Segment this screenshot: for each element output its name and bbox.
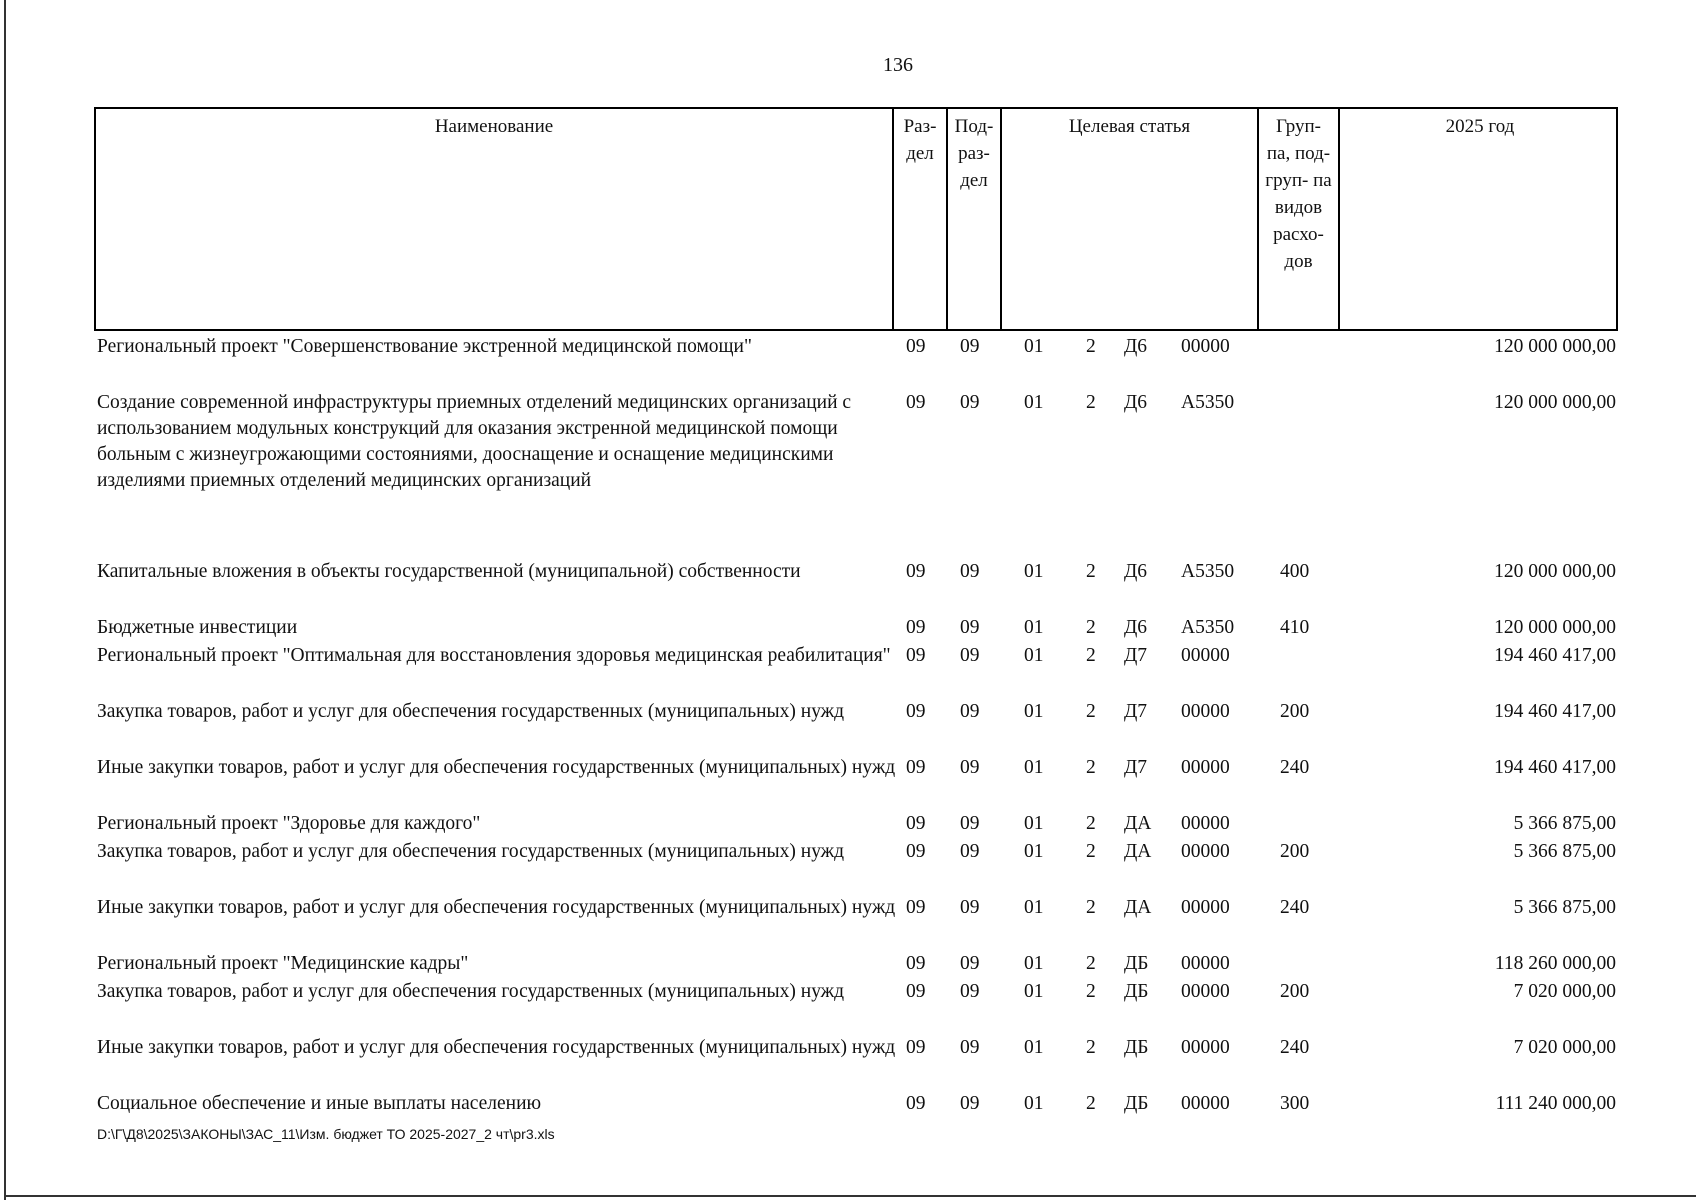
row-target-program: 01 [1024,897,1044,918]
row-amount: 7 020 000,00 [1513,1037,1616,1058]
row-name: Иные закупки товаров, работ и услуг для обеспечения государственных (муниципальных) нужд [97,897,896,918]
row-amount: 5 366 875,00 [1513,813,1616,834]
row-target-program: 01 [1024,336,1044,357]
row-target-subprogram: 2 [1086,841,1096,862]
row-razdel: 09 [906,841,926,862]
row-amount: 120 000 000,00 [1494,336,1616,357]
row-name: Закупка товаров, работ и услуг для обеспечения государственных (муниципальных) нужд [97,701,845,722]
row-name: Региональный проект "Совершенствование экстренной медицинской помощи" [97,336,752,357]
row-amount: 194 460 417,00 [1494,701,1616,722]
row-target-subprogram: 2 [1086,561,1096,582]
row-target-direction: А5350 [1181,392,1235,413]
row-podrazdel: 09 [960,841,980,862]
row-target-subprogram: 2 [1086,392,1096,413]
row-expense-group: 200 [1280,981,1310,1002]
row-razdel: 09 [906,701,926,722]
row-target-program: 01 [1024,757,1044,778]
row-target-program: 01 [1024,1037,1044,1058]
row-razdel: 09 [906,336,926,357]
row-podrazdel: 09 [960,981,980,1002]
row-target-subprogram: 2 [1086,897,1096,918]
row-expense-group: 200 [1280,701,1310,722]
row-target-subprogram: 2 [1086,336,1096,357]
row-target-subprogram: 2 [1086,1037,1096,1058]
header-target: Целевая статья [1000,109,1257,329]
row-name: Закупка товаров, работ и услуг для обеспечения государственных (муниципальных) нужд [97,841,845,862]
row-podrazdel: 09 [960,757,980,778]
row-name: Бюджетные инвестиции [97,617,298,638]
row-amount: 118 260 000,00 [1494,953,1616,974]
row-target-direction: 00000 [1181,645,1230,666]
row-target-program: 01 [1024,701,1044,722]
row-podrazdel: 09 [960,897,980,918]
row-razdel: 09 [906,813,926,834]
row-target-subprogram: 2 [1086,953,1096,974]
row-target-project: ДА [1124,897,1152,918]
page-number: 136 [883,54,913,76]
row-amount: 5 366 875,00 [1513,841,1616,862]
row-name: Социальное обеспечение и иные выплаты населению [97,1093,542,1114]
row-target-program: 01 [1024,392,1044,413]
row-target-project: ДБ [1124,1037,1149,1058]
row-target-direction: 00000 [1181,757,1230,778]
row-target-direction: 00000 [1181,1093,1230,1114]
row-target-program: 01 [1024,1093,1044,1114]
row-name: Закупка товаров, работ и услуг для обеспечения государственных (муниципальных) нужд [97,981,845,1002]
row-amount: 111 240 000,00 [1495,1093,1616,1114]
row-podrazdel: 09 [960,1093,980,1114]
header-name: Наименование [434,116,554,137]
row-target-program: 01 [1024,841,1044,862]
row-target-subprogram: 2 [1086,701,1096,722]
header-group: Груп- па, под- груп- па видов расхо- дов [1257,109,1338,329]
row-target-project: Д6 [1124,561,1148,582]
row-target-program: 01 [1024,645,1044,666]
row-razdel: 09 [906,617,926,638]
row-amount: 5 366 875,00 [1513,897,1616,918]
row-target-project: Д7 [1124,757,1148,778]
row-target-subprogram: 2 [1086,981,1096,1002]
row-podrazdel: 09 [960,953,980,974]
row-amount: 120 000 000,00 [1494,617,1616,638]
row-target-program: 01 [1024,953,1044,974]
row-amount: 194 460 417,00 [1494,645,1616,666]
row-target-project: ДА [1124,841,1152,862]
row-amount: 194 460 417,00 [1494,757,1616,778]
row-target-project: ДА [1124,813,1152,834]
row-razdel: 09 [906,392,926,413]
row-name: Региональный проект "Медицинские кадры" [97,953,469,974]
row-target-project: Д6 [1124,617,1148,638]
row-name: Региональный проект "Здоровье для каждого" [97,813,481,834]
row-target-project: ДБ [1124,953,1149,974]
row-razdel: 09 [906,1037,926,1058]
row-target-subprogram: 2 [1086,757,1096,778]
page-border-left [4,0,6,1200]
row-target-program: 01 [1024,981,1044,1002]
row-target-direction: 00000 [1181,981,1230,1002]
row-target-direction: 00000 [1181,336,1230,357]
page-border-bottom [4,1195,1696,1197]
row-razdel: 09 [906,757,926,778]
row-name: Региональный проект "Оптимальная для восстановления здоровья медицинская реабилитация" [97,645,891,666]
row-podrazdel: 09 [960,561,980,582]
row-target-subprogram: 2 [1086,645,1096,666]
table-header [94,107,1618,331]
row-target-project: ДБ [1124,981,1149,1002]
row-target-direction: 00000 [1181,953,1230,974]
row-target-subprogram: 2 [1086,617,1096,638]
header-razdel: Раз- дел [892,109,946,329]
row-razdel: 09 [906,1093,926,1114]
row-target-direction: А5350 [1181,561,1235,582]
row-target-direction: 00000 [1181,897,1230,918]
row-razdel: 09 [906,953,926,974]
row-podrazdel: 09 [960,1037,980,1058]
row-expense-group: 200 [1280,841,1310,862]
row-target-project: Д7 [1124,701,1148,722]
row-podrazdel: 09 [960,617,980,638]
row-amount: 120 000 000,00 [1494,561,1616,582]
row-podrazdel: 09 [960,813,980,834]
row-name: Иные закупки товаров, работ и услуг для обеспечения государственных (муниципальных) нужд [97,757,896,778]
row-expense-group: 240 [1280,897,1310,918]
row-podrazdel: 09 [960,701,980,722]
row-razdel: 09 [906,561,926,582]
row-target-project: Д6 [1124,392,1148,413]
row-razdel: 09 [906,645,926,666]
row-target-program: 01 [1024,617,1044,638]
row-name: Иные закупки товаров, работ и услуг для обеспечения государственных (муниципальных) нужд [97,1037,896,1058]
row-target-direction: 00000 [1181,841,1230,862]
row-target-subprogram: 2 [1086,1093,1096,1114]
row-amount: 7 020 000,00 [1513,981,1616,1002]
row-expense-group: 300 [1280,1093,1310,1114]
row-target-direction: 00000 [1181,813,1230,834]
header-podrazdel: Под- раз- дел [946,109,1000,329]
row-expense-group: 240 [1280,1037,1310,1058]
row-podrazdel: 09 [960,392,980,413]
row-target-direction: 00000 [1181,1037,1230,1058]
row-podrazdel: 09 [960,336,980,357]
row-expense-group: 240 [1280,757,1310,778]
row-expense-group: 410 [1280,617,1310,638]
row-target-program: 01 [1024,561,1044,582]
row-name: Создание современной инфраструктуры приемных отделений медицинских организаций с использованием модульных конструкций для оказания экстренной медицинской помощи больным с жизнеугрожающими состояниями, дооснащение и оснащение медицинскими изделиями приемных отделений медицинских организаций [97,392,852,491]
row-name: Капитальные вложения в объекты государственной (муниципальной) собственности [97,561,801,582]
row-razdel: 09 [906,981,926,1002]
row-amount: 120 000 000,00 [1494,392,1616,413]
row-target-project: Д6 [1124,336,1148,357]
row-target-project: Д7 [1124,645,1148,666]
row-target-program: 01 [1024,813,1044,834]
row-expense-group: 400 [1280,561,1310,582]
row-target-direction: А5350 [1181,617,1235,638]
file-path-footer: D:\Г\Д8\2025\ЗАКОНЫ\ЗАС_11\Изм. бюджет ТО 2025-2027_2 чт\pr3.xls [97,1126,555,1142]
row-target-direction: 00000 [1181,701,1230,722]
row-target-subprogram: 2 [1086,813,1096,834]
row-podrazdel: 09 [960,645,980,666]
header-year: 2025 год [1338,109,1620,329]
row-target-project: ДБ [1124,1093,1149,1114]
row-razdel: 09 [906,897,926,918]
